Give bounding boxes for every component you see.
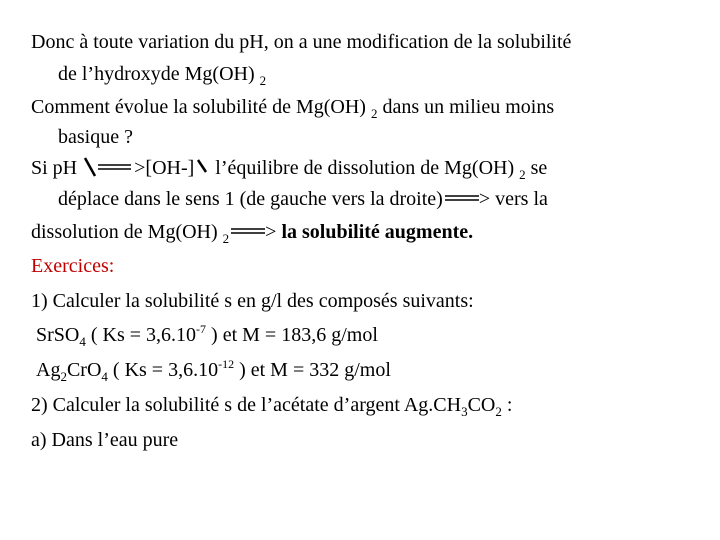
- text: 2) Calculer la solubilité s de l’acétate d’argent Ag.CH: [31, 394, 462, 416]
- text: ( Ks = 3,6.10: [85, 324, 197, 346]
- exercises-heading: [31, 254, 114, 278]
- subscript: 2: [222, 231, 230, 246]
- text-line-3: [31, 95, 554, 121]
- text: SO: [53, 324, 80, 346]
- double-arrow-right-icon: [229, 225, 265, 237]
- text-line-10: [36, 323, 378, 349]
- text: ) et M = 183,6 g/mol: [206, 324, 378, 346]
- text-line-13: [31, 428, 178, 452]
- text: CO: [467, 394, 496, 416]
- subscript: 2: [519, 167, 526, 182]
- superscript: -7: [196, 322, 207, 336]
- text: Comment évolue la solubilité de Mg(OH): [31, 96, 366, 118]
- text: ( Ks = 3,6.10: [107, 359, 219, 381]
- text: > vers la: [478, 188, 548, 210]
- text: se: [525, 157, 548, 179]
- text-line-5: [31, 156, 547, 182]
- text: CrO: [66, 359, 102, 381]
- text-line-11: [36, 358, 391, 384]
- text: Ag: [36, 359, 61, 381]
- text: Exercices:: [31, 255, 115, 277]
- subscript: 2: [60, 369, 67, 384]
- text: >: [265, 221, 282, 243]
- subscript: 2: [370, 106, 378, 121]
- text-line-4: [58, 125, 133, 149]
- subscript: 2: [495, 404, 502, 419]
- text: :: [501, 394, 513, 416]
- text-line-7: [31, 220, 473, 246]
- down-arrow-icon: [82, 156, 98, 178]
- down-arrow-icon: [194, 156, 210, 178]
- double-arrow-right-icon: [443, 192, 479, 204]
- text: Sr: [36, 324, 54, 346]
- text: 1) Calculer la solubilité s en g/l des composés suivants:: [31, 290, 474, 312]
- text-line-9: [31, 289, 474, 313]
- text-line-6: [58, 187, 548, 211]
- text-line-2: [58, 62, 266, 88]
- text-line-1: [31, 30, 571, 54]
- double-arrow-right-icon: [98, 161, 134, 173]
- text: a) Dans l’eau pure: [31, 429, 179, 451]
- text: l’équilibre de dissolution de Mg(OH): [210, 157, 515, 179]
- text: déplace dans le sens 1 (de gauche vers la droite): [58, 188, 443, 210]
- text: dans un milieu moins: [377, 96, 555, 118]
- superscript: -12: [218, 357, 235, 371]
- subscript: 2: [259, 73, 267, 88]
- subscript: 4: [101, 369, 108, 384]
- text: basique ?: [58, 126, 133, 148]
- text: Si pH: [31, 157, 83, 179]
- subscript: 3: [461, 404, 468, 419]
- text: >[OH-]: [134, 157, 195, 179]
- text: de l’hydroxyde Mg(OH): [58, 63, 255, 85]
- bold-conclusion: la solubilité augmente.: [281, 221, 474, 243]
- subscript: 4: [79, 334, 86, 349]
- text: ) et M = 332 g/mol: [234, 359, 391, 381]
- text-line-12: [31, 393, 512, 419]
- text: Donc à toute variation du pH, on a une modification de la solubilité: [31, 31, 572, 53]
- text: dissolution de Mg(OH): [31, 221, 218, 243]
